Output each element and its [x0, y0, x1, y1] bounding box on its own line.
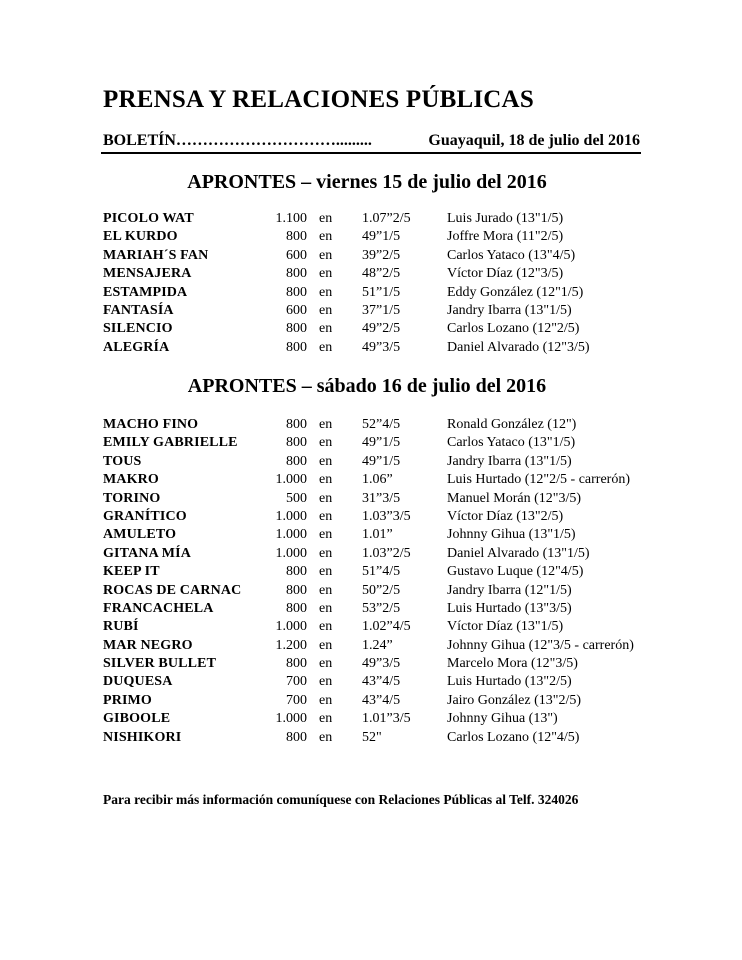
workout-row	[0, 710, 742, 728]
horse-name: KEEP IT	[103, 564, 160, 580]
workout-time: 49”3/5	[362, 656, 401, 672]
workout-row	[0, 618, 742, 636]
en-label: en	[319, 711, 333, 727]
en-label: en	[319, 302, 333, 318]
workout-time: 49”3/5	[362, 339, 401, 355]
workout-row	[0, 210, 742, 228]
workout-time: 1.01”3/5	[362, 711, 411, 727]
workouts-list-saturday	[0, 416, 742, 747]
distance: 800	[286, 564, 307, 580]
workout-time: 49”2/5	[362, 321, 401, 337]
horse-name: PICOLO WAT	[103, 211, 194, 226]
section-heading-friday	[0, 171, 742, 194]
workout-row	[0, 302, 742, 320]
workout-row	[0, 582, 742, 600]
en-label: en	[319, 435, 333, 451]
workout-time: 31”3/5	[362, 490, 401, 506]
horse-name: MAKRO	[103, 472, 159, 488]
en-label: en	[319, 545, 333, 561]
workout-row	[0, 692, 742, 710]
workout-time: 1.03”3/5	[362, 508, 411, 524]
distance: 800	[286, 600, 307, 616]
distance: 1.200	[275, 637, 307, 653]
horse-name: TOUS	[103, 453, 142, 469]
workout-time: 43”4/5	[362, 674, 401, 690]
bulletin-label: BOLETÍN………………………….........	[103, 132, 372, 149]
workout-time: 49”1/5	[362, 453, 401, 469]
workout-row	[0, 228, 742, 246]
workout-row	[0, 508, 742, 526]
horse-name: EMILY GABRIELLE	[103, 435, 238, 451]
workout-row	[0, 434, 742, 452]
distance: 800	[286, 435, 307, 451]
horse-name: AMULETO	[103, 527, 177, 543]
jockey-info: Jandry Ibarra (13"1/5)	[447, 302, 572, 318]
en-label: en	[319, 692, 333, 708]
workout-time: 1.24”	[362, 637, 393, 653]
distance: 600	[286, 302, 307, 318]
contact-note: Para recibir más información comuníquese con Relaciones Públicas al Telf. 324026	[103, 792, 579, 807]
jockey-info: Marcelo Mora (12"3/5)	[447, 656, 578, 672]
workout-row	[0, 453, 742, 471]
horse-name: SILVER BULLET	[103, 656, 217, 672]
workout-time: 1.01”	[362, 527, 393, 543]
workout-time: 50”2/5	[362, 582, 401, 598]
workout-time: 53”2/5	[362, 600, 401, 616]
distance: 1.000	[275, 711, 307, 727]
workout-time: 49”1/5	[362, 435, 401, 451]
distance: 1.000	[275, 508, 307, 524]
en-label: en	[319, 490, 333, 506]
jockey-info: Carlos Lozano (12"2/5)	[447, 321, 580, 337]
jockey-info: Luis Hurtado (13"2/5)	[447, 674, 572, 690]
jockey-info: Jandry Ibarra (13"1/5)	[447, 453, 572, 469]
jockey-info: Daniel Alvarado (12"3/5)	[447, 339, 590, 355]
workout-time: 51”1/5	[362, 284, 401, 300]
jockey-info: Gustavo Luque (12"4/5)	[447, 564, 584, 580]
jockey-info: Jairo González (13"2/5)	[447, 692, 581, 708]
section-heading-saturday	[0, 375, 742, 398]
distance: 800	[286, 453, 307, 469]
distance: 800	[286, 656, 307, 672]
bulletin-line	[103, 132, 640, 150]
horse-name: MARIAH´S FAN	[103, 247, 209, 263]
en-label: en	[319, 527, 333, 543]
jockey-info: Carlos Lozano (12"4/5)	[447, 729, 580, 745]
place-date: Guayaquil, 18 de julio del 2016	[428, 132, 640, 149]
header-divider	[101, 152, 641, 154]
section-heading-text: APRONTES – sábado 16 de julio del 2016	[187, 375, 547, 397]
jockey-info: Víctor Díaz (13"2/5)	[447, 508, 564, 524]
jockey-info: Manuel Morán (12"3/5)	[447, 490, 582, 506]
distance: 800	[286, 284, 307, 300]
jockey-info: Víctor Díaz (12"3/5)	[447, 266, 564, 282]
workout-time: 1.07”2/5	[362, 211, 411, 226]
workout-time: 51”4/5	[362, 564, 401, 580]
workout-row	[0, 416, 742, 434]
en-label: en	[319, 229, 333, 245]
workout-row	[0, 655, 742, 673]
en-label: en	[319, 266, 333, 282]
jockey-info: Carlos Yataco (13"4/5)	[447, 247, 576, 263]
distance: 800	[286, 582, 307, 598]
workout-time: 1.03”2/5	[362, 545, 411, 561]
jockey-info: Daniel Alvarado (13"1/5)	[447, 545, 590, 561]
workout-time: 43”4/5	[362, 692, 401, 708]
horse-name: TORINO	[103, 490, 161, 506]
workouts-list-friday	[0, 210, 742, 357]
horse-name: EL KURDO	[103, 229, 178, 245]
workout-row	[0, 471, 742, 489]
jockey-info: Luis Hurtado (13"3/5)	[447, 600, 572, 616]
jockey-info: Ronald González (12")	[447, 417, 577, 432]
distance: 800	[286, 729, 307, 745]
workout-row	[0, 637, 742, 655]
workout-time: 49”1/5	[362, 229, 401, 245]
en-label: en	[319, 656, 333, 672]
en-label: en	[319, 508, 333, 524]
workout-row	[0, 600, 742, 618]
workout-time: 37”1/5	[362, 302, 401, 318]
jockey-info: Joffre Mora (11"2/5)	[447, 229, 564, 245]
workout-row	[0, 490, 742, 508]
en-label: en	[319, 472, 333, 488]
jockey-info: Luis Hurtado (12"2/5 - carrerón)	[447, 472, 630, 488]
workout-time: 1.02”4/5	[362, 619, 411, 635]
workout-row	[0, 284, 742, 302]
horse-name: MAR NEGRO	[103, 637, 193, 653]
distance: 800	[286, 321, 307, 337]
distance: 500	[286, 490, 307, 506]
en-label: en	[319, 247, 333, 263]
horse-name: SILENCIO	[103, 321, 173, 337]
jockey-info: Johnny Gihua (13")	[447, 711, 558, 727]
jockey-info: Eddy González (12"1/5)	[447, 284, 584, 300]
workout-row	[0, 545, 742, 563]
horse-name: FANTASÍA	[103, 302, 174, 318]
workout-row	[0, 247, 742, 265]
workout-row	[0, 265, 742, 283]
en-label: en	[319, 321, 333, 337]
workout-row	[0, 729, 742, 747]
distance: 700	[286, 692, 307, 708]
en-label: en	[319, 211, 333, 226]
horse-name: GRANÍTICO	[103, 508, 187, 524]
workout-time: 39”2/5	[362, 247, 401, 263]
en-label: en	[319, 600, 333, 616]
horse-name: PRIMO	[103, 692, 152, 708]
section-heading-text: APRONTES – viernes 15 de julio del 2016	[187, 171, 547, 193]
workout-time: 48”2/5	[362, 266, 401, 282]
distance: 800	[286, 339, 307, 355]
horse-name: ROCAS DE CARNAC	[103, 582, 242, 598]
jockey-info: Luis Jurado (13"1/5)	[447, 211, 564, 226]
en-label: en	[319, 729, 333, 745]
horse-name: GITANA MÍA	[103, 545, 191, 561]
horse-name: MACHO FINO	[103, 417, 199, 432]
distance: 700	[286, 674, 307, 690]
horse-name: NISHIKORI	[103, 729, 182, 745]
en-label: en	[319, 674, 333, 690]
workout-time: 52”4/5	[362, 417, 401, 432]
en-label: en	[319, 619, 333, 635]
jockey-info: Víctor Díaz (13"1/5)	[447, 619, 564, 635]
en-label: en	[319, 284, 333, 300]
jockey-info: Carlos Yataco (13"1/5)	[447, 435, 576, 451]
distance: 1.000	[275, 619, 307, 635]
workout-row	[0, 563, 742, 581]
distance: 1.000	[275, 472, 307, 488]
distance: 800	[286, 266, 307, 282]
horse-name: DUQUESA	[103, 674, 173, 690]
workout-time: 52"	[362, 729, 382, 745]
workout-row	[0, 673, 742, 691]
horse-name: ESTAMPIDA	[103, 284, 188, 300]
horse-name: GIBOOLE	[103, 711, 171, 727]
distance: 1.000	[275, 527, 307, 543]
horse-name: RUBÍ	[103, 619, 139, 635]
horse-name: ALEGRÍA	[103, 339, 170, 355]
en-label: en	[319, 417, 333, 432]
jockey-info: Johnny Gihua (12"3/5 - carrerón)	[447, 637, 634, 653]
horse-name: FRANCACHELA	[103, 600, 214, 616]
workout-time: 1.06”	[362, 472, 393, 488]
en-label: en	[319, 564, 333, 580]
distance: 800	[286, 229, 307, 245]
en-label: en	[319, 453, 333, 469]
distance: 800	[286, 417, 307, 432]
distance: 1.000	[275, 545, 307, 561]
jockey-info: Johnny Gihua (13"1/5)	[447, 527, 576, 543]
workout-row	[0, 526, 742, 544]
workout-row	[0, 320, 742, 338]
distance: 600	[286, 247, 307, 263]
en-label: en	[319, 637, 333, 653]
en-label: en	[319, 582, 333, 598]
distance: 1.100	[275, 211, 307, 226]
jockey-info: Jandry Ibarra (12"1/5)	[447, 582, 572, 598]
horse-name: MENSAJERA	[103, 266, 192, 282]
document-title: PRENSA Y RELACIONES PÚBLICAS	[103, 86, 534, 113]
workout-row	[0, 339, 742, 357]
en-label: en	[319, 339, 333, 355]
